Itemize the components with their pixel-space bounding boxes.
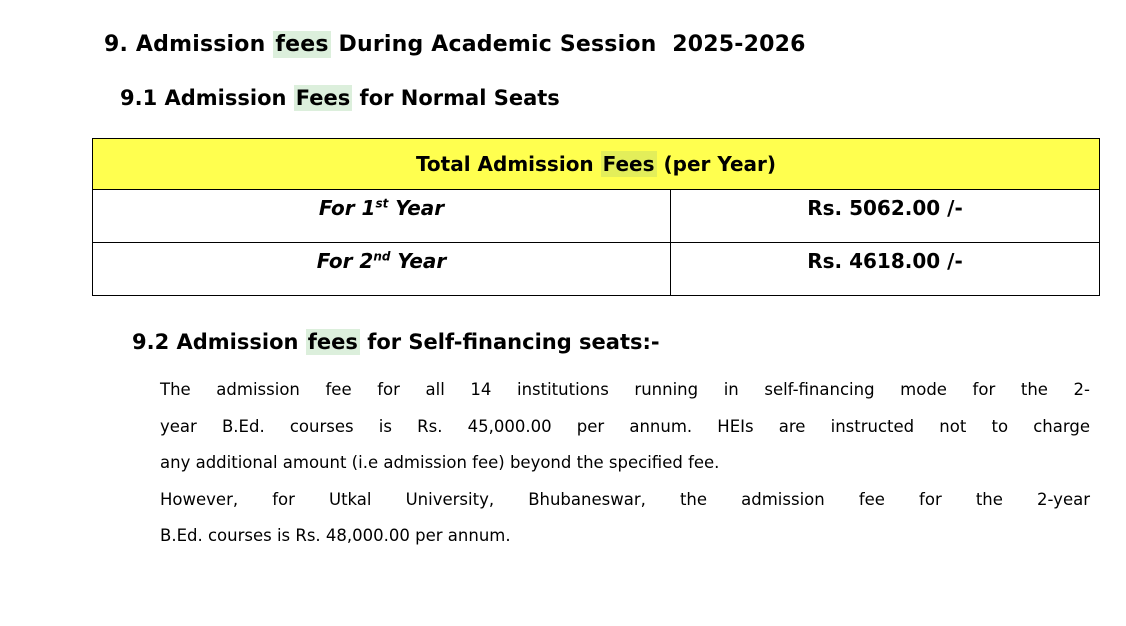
section-9-2-heading [132, 330, 660, 354]
header-text: Total Admission [415, 152, 601, 176]
heading-text: 9.2 Admission [132, 330, 306, 354]
search-highlight: fees [307, 330, 358, 354]
table-header [93, 139, 1100, 190]
heading-text: for Self-financing seats:- [359, 330, 660, 354]
label-text: For 1 [318, 196, 376, 220]
heading-text: 9.1 Admission [120, 86, 294, 110]
year-label [93, 243, 671, 296]
fee-value: Rs. 5062.00 /- [671, 190, 1100, 243]
table-row [93, 243, 1100, 296]
ordinal-suffix: st [375, 196, 389, 211]
section-9-1-heading [120, 86, 560, 110]
paragraph-line: year B.Ed. courses is Rs. 45,000.00 per annum. HEIs are instructed not to charge [160, 416, 1090, 436]
search-highlight: fees [275, 32, 329, 57]
search-highlight: Fees [295, 86, 351, 110]
paragraph-line: B.Ed. courses is Rs. 48,000.00 per annum. [160, 526, 511, 545]
label-text: Year [390, 249, 447, 273]
ordinal-suffix: nd [373, 249, 391, 264]
heading-text: During Academic Session 2025-2026 [330, 32, 806, 57]
table-row [93, 190, 1100, 243]
fee-value: Rs. 4618.00 /- [671, 243, 1100, 296]
paragraph-line: any additional amount (i.e admission fee) beyond the specified fee. [160, 453, 720, 472]
header-text: (per Year) [656, 152, 777, 176]
label-text: Year [388, 196, 445, 220]
search-highlight: Fees [602, 152, 655, 176]
section-9-heading [104, 32, 806, 57]
table-header-row [93, 139, 1100, 190]
year-label [93, 190, 671, 243]
heading-text: for Normal Seats [352, 86, 560, 110]
label-text: For 2 [316, 249, 374, 273]
self-financing-paragraph [160, 372, 1090, 555]
normal-seats-fee-table [92, 138, 1100, 296]
paragraph-line: The admission fee for all 14 institutions running in self-financing mode for the 2- [160, 380, 1090, 399]
heading-text: 9. Admission [104, 32, 274, 57]
paragraph-line: However, for Utkal University, Bhubaneswar, the admission fee for the 2-year [160, 489, 1090, 509]
